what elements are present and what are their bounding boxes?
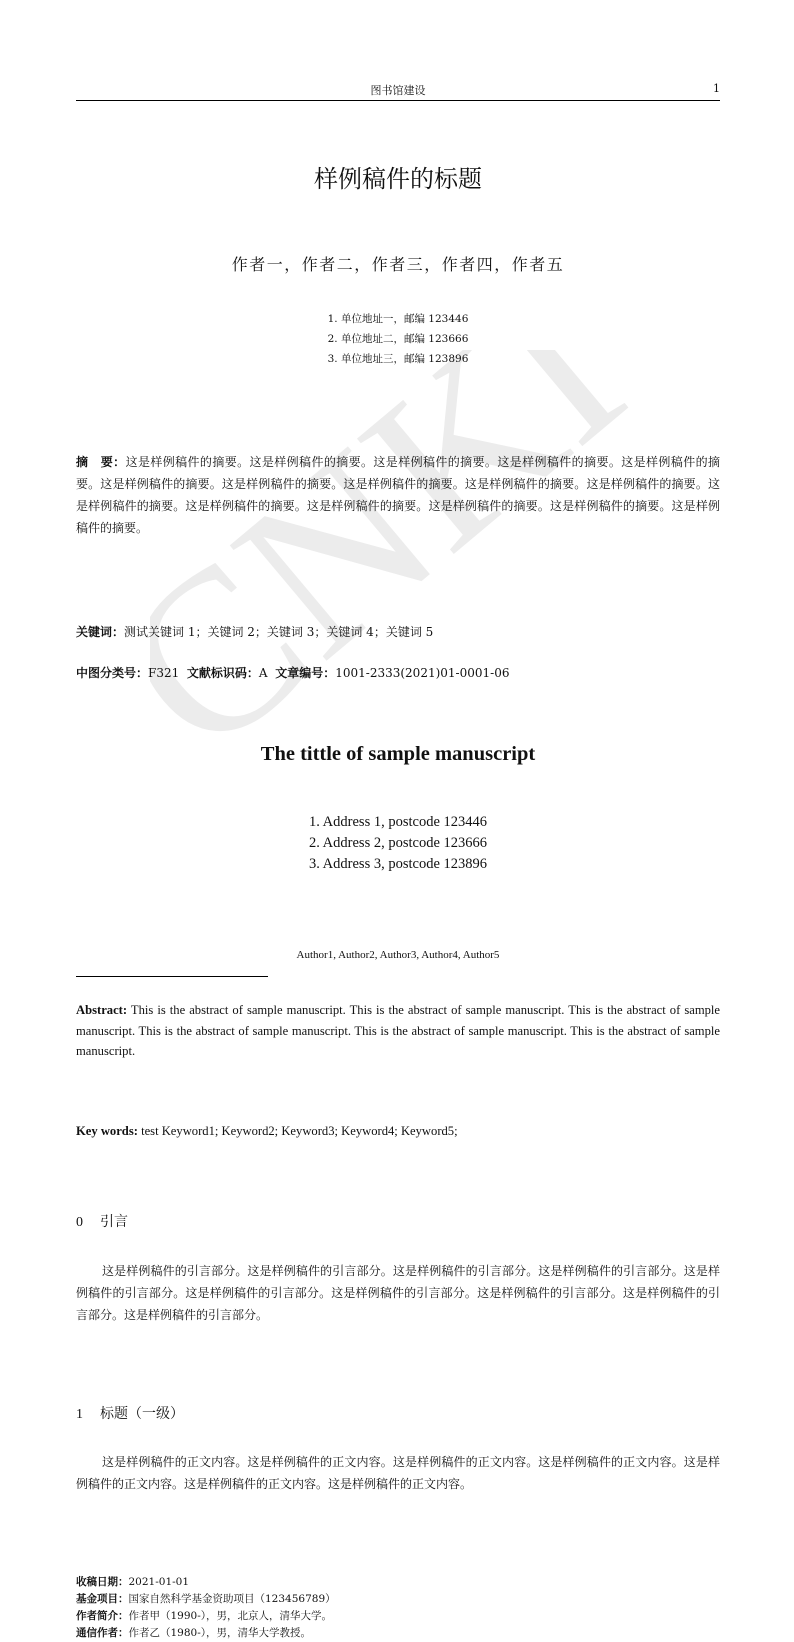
section-title: 引言 (100, 1213, 128, 1230)
watermark-text: CNKI (150, 350, 650, 770)
author-list: 作者一，作者二，作者三，作者四，作者五 (231, 255, 565, 274)
footnote-item (76, 1574, 720, 1591)
section-title: 标题（一级） (100, 1405, 184, 1422)
footnote-block (76, 1574, 720, 1642)
footnote-text: 作者甲（1990-），男，北京人，清华大学。 (128, 1609, 333, 1622)
section-number: 0 (76, 1214, 83, 1230)
clc-label: 中图分类号： (76, 666, 149, 680)
footnote-label: 通信作者： (76, 1626, 129, 1639)
doc-code-value: A (258, 666, 268, 680)
paper-title: 样例稿件的标题 (314, 165, 482, 193)
article-number-value: 1001-2333(2021)01-0001-06 (335, 666, 510, 680)
english-affiliation-list (76, 812, 720, 875)
footnote-item (76, 1591, 720, 1608)
english-affiliation-item: 1. Address 1, postcode 123446 (308, 814, 487, 830)
chinese-keywords (76, 622, 720, 642)
footnote-label: 作者简介： (76, 1609, 129, 1622)
section-number: 1 (76, 1406, 83, 1422)
section-heading (76, 1211, 720, 1231)
footnote-text: 2021-01-01 (128, 1575, 190, 1588)
page-number: 1 (713, 82, 720, 95)
section-paragraph: 这是样例稿件的正文内容。这是样例稿件的正文内容。这是样例稿件的正文内容。这是样例稿件的正文内容。这是样例稿件的正文内容。这是样例稿件的正文内容。这是样例稿件的正文内容。 (76, 1454, 720, 1491)
cnki-watermark (150, 350, 650, 770)
section-paragraph: 这是样例稿件的引言部分。这是样例稿件的引言部分。这是样例稿件的引言部分。这是样例稿件的引言部分。这是样例稿件的引言部分。这是样例稿件的引言部分。这是样例稿件的引言部分。这是样例稿件的引言部分。这是样例稿件的引言部分。这是样例稿件的引言部分。 (76, 1263, 720, 1322)
english-keywords (76, 1124, 720, 1139)
footnote-text: 作者乙（1980-），男，清华大学教授。 (128, 1626, 312, 1639)
footnote-item (76, 1625, 720, 1642)
chinese-abstract (76, 451, 720, 539)
running-header (76, 82, 720, 101)
journal-name: 图书馆建设 (370, 84, 426, 97)
article-number-label: 文章编号： (275, 666, 336, 680)
abstract-text: 这是样例稿件的摘要。这是样例稿件的摘要。这是样例稿件的摘要。这是样例稿件的摘要。这是样例稿件的摘要。这是样例稿件的摘要。这是样例稿件的摘要。这是样例稿件的摘要。这是样例稿件的摘要。这是样例稿件的摘要。这是样例稿件的摘要。这是样例稿件的摘要。这是样例稿件的摘要。这是样例稿件的摘要。这是样例稿件的摘要。这是样例稿件的摘要。 (76, 455, 720, 535)
keywords-label: 关键词： (76, 625, 125, 639)
english-abstract (76, 1000, 720, 1062)
keywords-text: 测试关键词 1；关键词 2；关键词 3；关键词 4；关键词 5 (124, 625, 434, 639)
section-heading (76, 1403, 720, 1423)
affiliation-item: 1. 单位地址一，邮编 123446 (327, 313, 469, 325)
doc-code-label: 文献标识码： (186, 666, 259, 680)
affiliation-item: 2. 单位地址二，邮编 123666 (327, 333, 469, 345)
english-affiliation-item: 2. Address 2, postcode 123666 (308, 835, 487, 851)
footnote-text: 国家自然科学基金资助项目（123456789） (128, 1592, 336, 1605)
clc-value: F321 (148, 666, 180, 680)
english-abstract-text: This is the abstract of sample manuscript. This is the abstract of sample manuscript. This is the abstract of sample manuscript. This is the abstract of sample manuscript. This is the abstract of sample manuscript. This is the abstract of sample manuscript. (76, 1003, 720, 1058)
classification-line (76, 663, 720, 683)
affiliation-list (76, 309, 720, 369)
english-keywords-label: Key words: (76, 1123, 138, 1138)
english-title: The tittle of sample manuscript (260, 743, 536, 765)
affiliation-item: 3. 单位地址三，邮编 123896 (327, 353, 469, 365)
english-author-list: Author1, Author2, Author3, Author4, Author5 (296, 949, 500, 961)
abstract-label: 摘 要： (76, 455, 126, 469)
footnote-label: 收稿日期： (76, 1575, 129, 1588)
english-affiliation-item: 3. Address 3, postcode 123896 (308, 856, 487, 872)
footnote-divider (76, 976, 268, 977)
footnote-item (76, 1608, 720, 1625)
english-keywords-text: test Keyword1; Keyword2; Keyword3; Keyword4; Keyword5; (141, 1123, 458, 1138)
english-abstract-label: Abstract: (76, 1003, 128, 1017)
footnote-label: 基金项目： (76, 1592, 129, 1605)
